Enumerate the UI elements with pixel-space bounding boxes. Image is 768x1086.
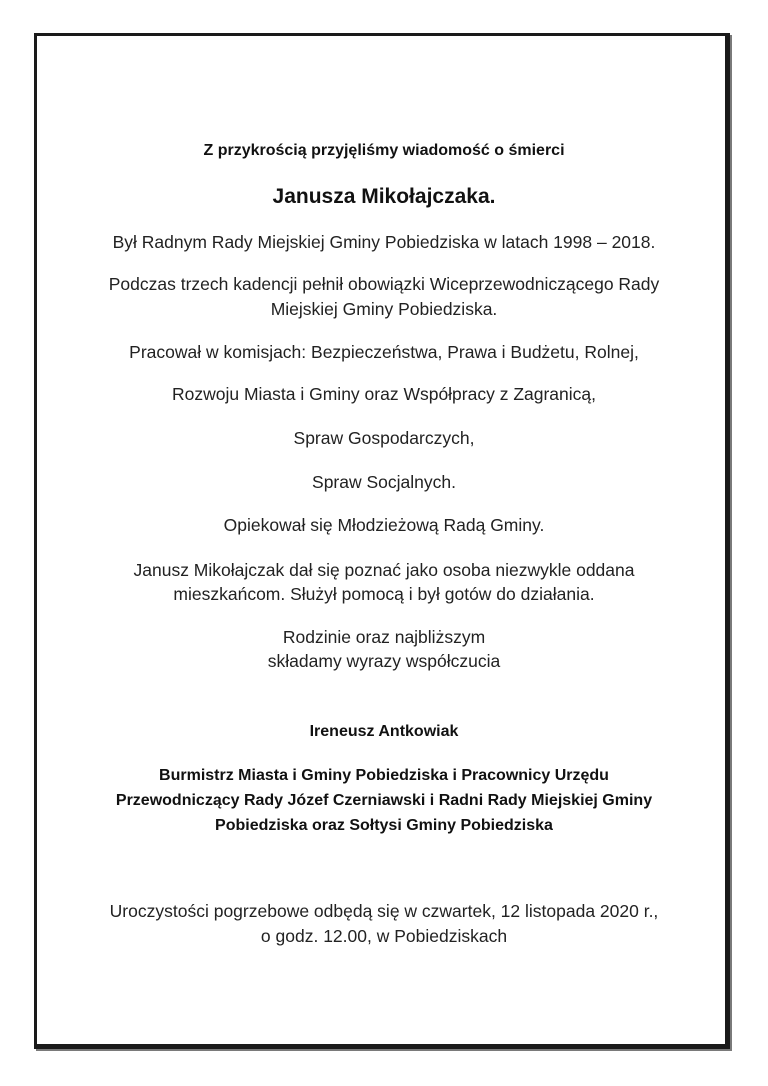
paragraph-councillor: Był Radnym Rady Miejskiej Gminy Pobiedziska w latach 1998 – 2018. [112, 232, 656, 252]
funeral-info-line-2: o godz. 12.00, w Pobiedziskach [260, 926, 508, 946]
signatory-line-1: Burmistrz Miasta i Gminy Pobiedziska i Pracownicy Urzędu [159, 767, 609, 784]
paragraph-tribute-line-2: mieszkańcom. Służył pomocą i był gotów do działania. [173, 584, 595, 604]
paragraph-committees-line-4: Spraw Socjalnych. [312, 472, 456, 492]
signatory-line-3: Pobiedziska oraz Sołtysi Gminy Pobiedziska [215, 817, 553, 834]
paragraph-youth-council: Opiekował się Młodzieżową Radą Gminy. [223, 515, 545, 535]
signatory-line-2: Przewodniczący Rady Józef Czerniawski i Radni Rady Miejskiej Gminy [115, 792, 653, 809]
paragraph-vice-chair-line-1: Podczas trzech kadencji pełnił obowiązki Wiceprzewodniczącego Rady [108, 274, 660, 294]
paragraph-committees-line-3: Spraw Gospodarczych, [293, 428, 475, 448]
paragraph-vice-chair-line-2: Miejskiej Gminy Pobiedziska. [270, 299, 498, 319]
funeral-info-line-1: Uroczystości pogrzebowe odbędą się w czwartek, 12 listopada 2020 r., [109, 901, 659, 921]
signatory-mayor-name: Ireneusz Antkowiak [309, 723, 459, 740]
intro-heading: Z przykrością przyjęliśmy wiadomość o śmierci [203, 142, 565, 159]
paragraph-committees-line-2: Rozwoju Miasta i Gminy oraz Współpracy z Zagranicą, [171, 384, 597, 404]
paragraph-condolence-line-2: składamy wyrazy współczucia [267, 651, 501, 671]
paragraph-committees-line-1: Pracował w komisjach: Bezpieczeństwa, Prawa i Budżetu, Rolnej, [129, 342, 639, 362]
paragraph-tribute-line-1: Janusz Mikołajczak dał się poznać jako osoba niezwykle oddana [133, 560, 635, 580]
deceased-name: Janusza Mikołajczaka. [272, 185, 496, 208]
paragraph-condolence-line-1: Rodzinie oraz najbliższym [282, 627, 486, 647]
